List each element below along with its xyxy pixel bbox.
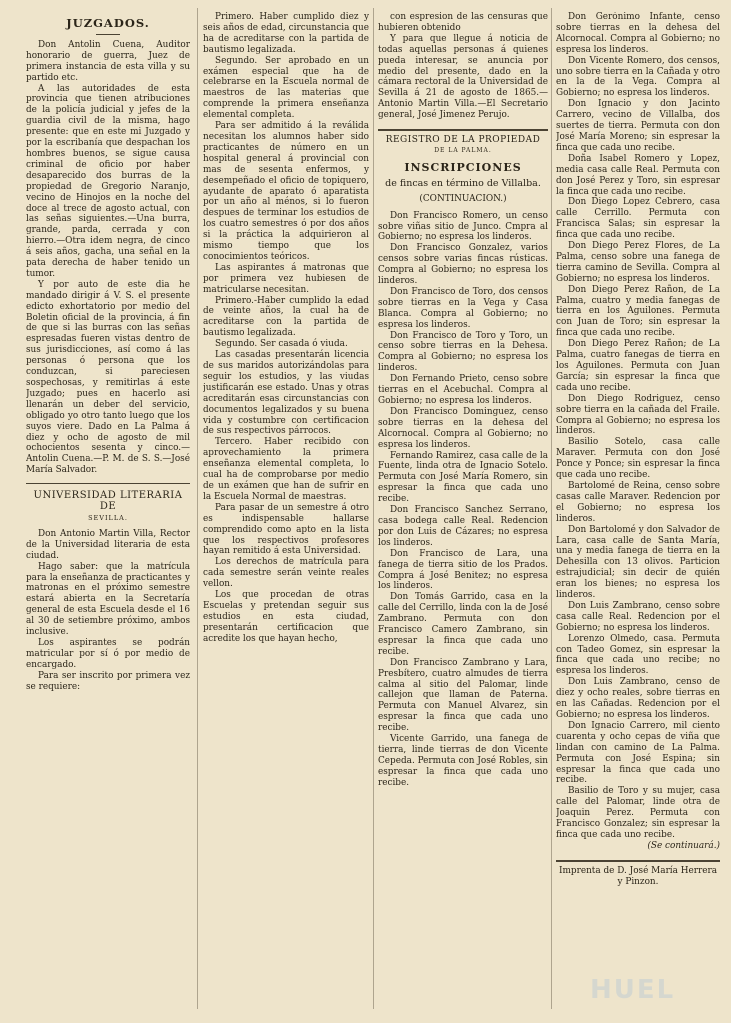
list-item: Don Tomás Garrido, casa en la calle del Cerrillo, linda con la de José Zambrano. Permuta con don Francisco Camero Zambrano, sin espresar la finca que cada uno recibe.: [378, 592, 548, 657]
paragraph: Los aspirantes se podrán matricular por sí ó por medio de encargado.: [26, 637, 190, 670]
list-item: Don Francisco Sanchez Serrano, casa bodega calle Real. Redencion por don Luis de Cázares; no espresa los linderos.: [378, 505, 548, 548]
list-item: Don Bartolomé y don Salvador de Lara, casa calle de Santa María, una y media fanega de tierra en la Dehesilla con 13 olivos. Particion estrajudicial; sin decir de quién eran los bienes; no espresa los linderos.: [556, 524, 720, 601]
paragraph: Y por auto de este dia he mandado dirigir á V. S. el presente edicto exhortatorio por medio del Boletin oficial de la provincia, á fin de que si las burras con las señas espresadas fueren vistas dentro de sus jurisdicciones, así como á las personas ó persona que los conduzcan, si pareciesen sospechosas, y remitirlas á este Juzgado; pues en hacerlo asi llenarán un deber del servicio, obligado yo otro tanto luego que los suyos viere. Dado en La Palma á diez y ocho de agosto de mil ochocientos sesenta y cinco.—Antolin Cuena.—P. M. de S. S.—José María Salvador.: [26, 279, 190, 476]
paragraph: con espresion de las censuras que hubieren obtenido: [378, 12, 548, 33]
list-item: Vicente Garrido, una fanega de tierra, linde tierras de don Vicente Cepeda. Permuta con José Robles, sin espresar la finca que cada uno recibe.: [378, 734, 548, 788]
list-item: Don Diego Rodriguez, censo sobre tierra en la cañada del Fraile. Compra al Gobierno; no espresa los linderos.: [556, 393, 720, 437]
paragraph: Para pasar de un semestre á otro es indispensable hallarse comprendido como apto en la lista que los respectivos profesores hayan remitido á esta Universidad.: [203, 502, 369, 557]
paragraph: Primero.-Haber cumplido la edad de veinte años, la cual ha de acreditarse con la partida de bautismo legalizada.: [203, 295, 369, 339]
list-item: Don Ignacio y don Jacinto Carrero, vecino de Villalba, dos suertes de tierra. Permuta con don José María Moreno; sin espresar la finca que cada uno recibe.: [556, 99, 720, 153]
list-item: Don Francisco Zambrano y Lara, Presbítero, cuatro almudes de tierra calma al sitio del Palomar, linde callejon que llaman de Paterna. Permuta con Manuel Alvarez, sin espresar la finca que cada uno recibe.: [378, 657, 548, 734]
watermark: HUEL: [590, 975, 676, 1005]
section-subheading: DE LA PALMA.: [434, 146, 492, 154]
double-rule: [556, 860, 720, 862]
section-heading-registro: REGISTRO DE LA PROPIEDAD: [385, 135, 541, 146]
short-rule: [96, 34, 120, 35]
paragraph: Para ser admitido á la reválida necesitan los alumnos haber sido practicantes de número en un hospital general á provincial con mas de sesenta enfermos, y desempeñado el oficio de topiquero, ayudante de aparato ó aparatista por un año al ménos, si lo fueron despues de terminar los estudios de los cuatro semestres ó por dos años si la práctica la adquirieron al mismo tiempo que los conocimientos teóricos.: [203, 121, 369, 262]
column-divider: [551, 8, 552, 1009]
continuation-note: (Se continuará.): [647, 840, 720, 851]
paragraph: Segundo. Ser aprobado en un exámen especial que ha de celebrarse en la Escuela normal de maestros de las materias que comprende la primera enseñanza elemental completa.: [203, 55, 369, 121]
list-item: Don Luis Zambrano, censo sobre casa calle Real. Redencion por el Gobierno; no espresa los linderos.: [556, 600, 720, 633]
column-divider: [373, 8, 374, 1009]
section-heading-juzgados: JUZGADOS.: [66, 16, 150, 30]
list-item: Don Francisco Dominguez, censo sobre tierras en la dehesa del Alcornocal. Compra al Gobierno; no espresa los linderos.: [378, 406, 548, 450]
paragraph: Don Antolin Cuena, Auditor honorario de guerra, Juez de primera instancia de esta villa y su partido etc.: [26, 39, 190, 83]
paragraph: A las autoridades de esta provincia que tienen atribuciones de la policía judicial y jefes de la guardia civil de la misma, hago presente: que en este mi Juzgado y por la escribanía que despachan los hombres buenos, se sigue causa criminal de oficio por haber desaparecido dos burras de la propiedad de Gregorio Naranjo, vecino de Hinojos en la noche del doce al trece de agosto actual, con las señas siguientes.—Una burra, grande, parda, cerrada y con hierro.—Otra idem negra, de cinco á seis años, gacha, una señal en la pata derecha de haber tenido un tumor.: [26, 83, 190, 279]
column-3: [378, 12, 548, 789]
column-divider: [197, 8, 198, 1009]
list-item: Don Vicente Romero, dos censos, uno sobre tierra en la Cañada y otro en la de la Vega. Compra al Gobierno; no espresa los linderos.: [556, 55, 720, 99]
paragraph: Tercero. Haber recibido con aprovechamiento la primera enseñanza elemental completa, lo cual ha de comprobarse por medio de un exámen que han de sufrir en la Escuela Normal de maestras.: [203, 437, 369, 502]
list-item: Don Diego Perez Flores, de La Palma, censo sobre una fanega de tierra camino de Sevilla. Compra al Gobierno; no espresa los linderos.: [556, 241, 720, 284]
column-4: [556, 12, 720, 888]
column-1: [26, 12, 190, 692]
paragraph: Hago saber: que la matrícula para la enseñanza de practicantes y matronas en el próximo semestre estará abierta en la Secretaría general de esta Escuela desde el 16 al 30 de setiembre próximo, ambos inclusive.: [26, 561, 190, 638]
paragraph: Para ser inscrito por primera vez se requiere:: [26, 670, 190, 692]
paragraph: Los derechos de matrícula para cada semestre serán veinte reales vellon.: [203, 557, 369, 590]
paragraph: Segundo. Ser casada ó viuda.: [215, 339, 348, 350]
list-item: Bartolomé de Reina, censo sobre casas calle Maraver. Redencion por el Gobierno; no espresa los linderos.: [556, 480, 720, 524]
printer-imprint: Imprenta de D. José María Herrera y Pinzon.: [558, 865, 718, 887]
column-2: [203, 12, 369, 645]
section-rule: [26, 483, 190, 484]
section-subheading: SEVILLA.: [88, 513, 128, 522]
list-item: Don Francisco Romero, un censo sobre viñas sitio de Junco. Cmpra al Gobierno; no espresa los linderos.: [378, 210, 548, 243]
list-item: Fernando Ramirez, casa calle de la Fuente, linda otra de Ignacio Sotelo. Permuta con José María Romero, sin espresar la finca que cada uno recibe.: [378, 450, 548, 505]
paragraph: Los que procedan de otras Escuelas y pretendan seguir sus estudios en esta ciudad, presentarán certificacion que acredite los que hayan hecho,: [203, 590, 369, 644]
list-item: Don Francisco de Lara, una fanega de tierra sitio de los Prados. Compra á José Benitez; no espresa los linderos.: [378, 548, 548, 592]
list-item: Basilio de Toro y su mujer, casa calle del Palomar, linde otra de Joaquin Perez. Permuta con Francisco Gonzalez; sin espresar la finca que cada uno recibe.: [556, 786, 720, 840]
list-item: Doña Isabel Romero y Lopez, media casa calle Real. Permuta con don José Perez y Toro, sin espresar la finca que cada uno recibe.: [556, 153, 720, 197]
list-item: Don Francisco Gonzalez, varios censos sobre varias fincas rústicas. Compra al Gobierno; no espresa los linderos.: [378, 243, 548, 287]
paragraph: Y para que llegue á noticia de todas aquellas personas á quienes pueda interesar, se anuncia por medio del presente, dado en la cámara rectoral de la Universidad de Sevilla á 21 de agosto de 1865.—Antonio Martin Villa.—El Secretario general, José Jimenez Perujo.: [378, 33, 548, 121]
list-item: Don Diego Perez Rañon; de La Palma, cuatro fanegas de tierra en los Aguilones. Permuta con Juan García; sin espresar la finca que cada uno recibe.: [556, 339, 720, 393]
paragraph: Primero. Haber cumplido diez y seis años de edad, circunstancia que ha de acreditarse con la partida de bautismo legalizada.: [203, 12, 369, 55]
list-item: Don Gerónimo Infante, censo sobre tierras en la dehesa del Alcornocal. Compra al Gobierno; no espresa los linderos.: [556, 12, 720, 55]
intro-line: de fincas en término de Villalba.: [385, 177, 541, 189]
list-item: Don Diego Lopez Cebrero, casa calle Cerrillo. Permuta con Francisca Salas; sin espresar la finca que cada uno recibe.: [556, 197, 720, 241]
list-item: Don Ignacio Carrero, mil ciento cuarenta y ocho cepas de viña que lindan con camino de La Palma. Permuta con José Espina; sin espresar la finca que cada uno recibe.: [556, 720, 720, 786]
list-item: Lorenzo Olmedo, casa. Permuta con Tadeo Gomez, sin espresar la finca que cada uno recibe; no espresa los linderos.: [556, 633, 720, 677]
paragraph: Las aspirantes á matronas que por primera vez hubiesen de matricularse necesitan.: [203, 262, 369, 295]
section-heading-inscripciones: INSCRIPCIONES: [404, 160, 522, 174]
section-heading-universidad: UNIVERSIDAD LITERARIA DE: [33, 490, 183, 513]
list-item: Basilio Sotelo, casa calle Maraver. Permuta con don José Ponce y Ponce; sin espresar la finca que cada uno recibe.: [556, 437, 720, 481]
list-item: Don Francisco de Toro y Toro, un censo sobre tierras en la Dehesa. Compra al Gobierno; no espresa los linderos.: [378, 330, 548, 374]
list-item: Don Fernando Prieto, censo sobre tierras en el Acebuchal. Compra al Gobierno; no espresa los linderos.: [378, 374, 548, 406]
continuation-label: (CONTINUACION.): [419, 193, 507, 204]
double-rule: [378, 129, 548, 131]
list-item: Don Diego Perez Rañon, de La Palma, cuatro y media fanegas de tierra en los Aguilones. Permuta con Juan de Toro; sin espresar la finca que cada uno recibe.: [556, 284, 720, 339]
paragraph: Don Antonio Martin Villa, Rector de la Universidad literaria de esta ciudad.: [26, 528, 190, 561]
list-item: Don Luis Zambrano, censo de diez y ocho reales, sobre tierras en en las Cañadas. Redencion por el Gobierno; no espresa los linderos.: [556, 677, 720, 720]
paragraph: Las casadas presentarán licencia de sus maridos autorizándolas para seguir los estudios, y las viudas justificarán ese estado. Unas y otras acreditarán esas circunstancias con documentos legalizados y su buena vida y costumbre con certificacion de sus respectivos párrocos.: [203, 350, 369, 437]
list-item: Don Francisco de Toro, dos censos sobre tierras en la Vega y Casa Blanca. Compra al Gobierno; no espresa los linderos.: [378, 286, 548, 330]
